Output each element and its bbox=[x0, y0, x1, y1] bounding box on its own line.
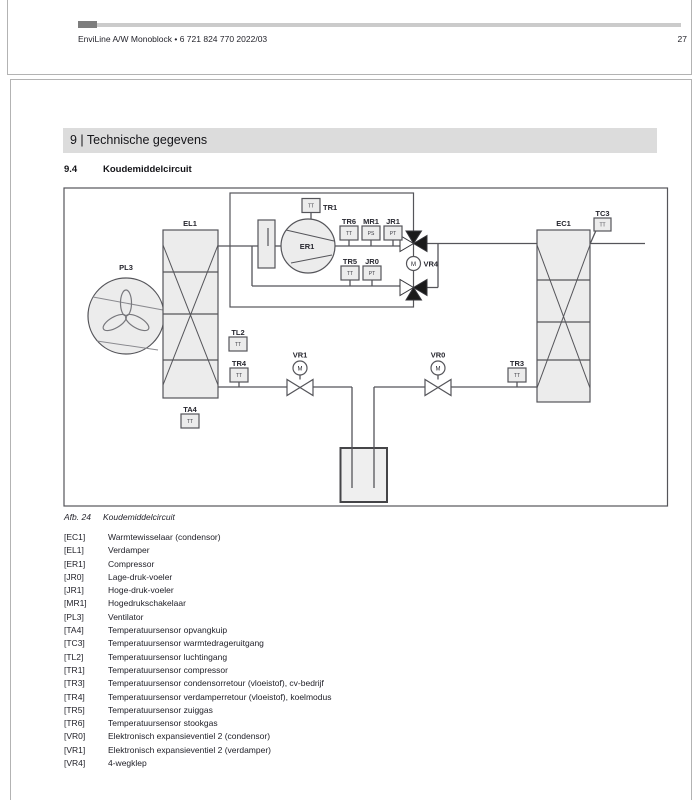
label-tr1: TR1 bbox=[323, 203, 338, 212]
legend-code: [MR1] bbox=[64, 598, 87, 609]
svg-text:PT: PT bbox=[368, 271, 376, 277]
sensor-jr0 bbox=[363, 257, 381, 280]
legend-row bbox=[64, 624, 624, 637]
section-banner: 9 | Technische gegevens bbox=[63, 128, 657, 153]
label-pl3: PL3 bbox=[119, 263, 133, 272]
legend-desc: Temperatuursensor stookgas bbox=[108, 718, 218, 729]
label-vr1: VR1 bbox=[292, 350, 308, 360]
label-tr4: TR4 bbox=[231, 359, 247, 368]
legend-code: [EL1] bbox=[64, 545, 84, 556]
svg-text:TT: TT bbox=[599, 222, 606, 229]
subsection-number: 9.4 bbox=[64, 164, 78, 175]
vr0-motor-icon: M bbox=[435, 366, 441, 373]
legend-row bbox=[64, 597, 624, 610]
figure-caption bbox=[64, 512, 175, 522]
legend-desc: Elektronisch expansieventiel 2 (condensor) bbox=[108, 731, 271, 742]
legend-desc: Temperatuursensor condensorretour (vloeistof), cv-bedrijf bbox=[108, 678, 324, 689]
vr4-motor-icon: M bbox=[411, 262, 416, 268]
figure-number: Afb. 24 bbox=[64, 512, 91, 522]
legend-code: [PL3] bbox=[64, 611, 84, 622]
legend-row bbox=[64, 730, 624, 743]
legend-code: [TR1] bbox=[64, 664, 85, 675]
legend-row bbox=[64, 558, 624, 571]
svg-text:TT: TT bbox=[186, 419, 194, 425]
legend-code: [JR1] bbox=[64, 585, 84, 596]
svg-text:TT: TT bbox=[513, 373, 521, 379]
legend-row bbox=[64, 664, 624, 677]
legend-row bbox=[64, 677, 624, 690]
legend-desc: Hoge-druk-voeler bbox=[108, 585, 174, 596]
legend-list bbox=[64, 531, 624, 770]
legend-row bbox=[64, 544, 624, 557]
legend-desc: 4-wegklep bbox=[108, 758, 147, 769]
legend-code: [TL2] bbox=[64, 651, 84, 662]
legend-code: [TR4] bbox=[64, 691, 85, 702]
label-er1: ER1 bbox=[299, 242, 315, 251]
sensor-tr3 bbox=[508, 359, 526, 382]
legend-code: [VR0] bbox=[64, 731, 86, 742]
legend-desc: Temperatuursensor luchtingang bbox=[108, 651, 228, 662]
svg-text:TT: TT bbox=[234, 342, 242, 348]
legend-desc: Verdamper bbox=[108, 545, 150, 556]
legend-code: [EC1] bbox=[64, 532, 86, 542]
label-el1: EL1 bbox=[183, 219, 197, 228]
legend-row bbox=[64, 704, 624, 717]
sensor-ta4 bbox=[181, 405, 199, 428]
legend-desc: Temperatuursensor warmtedrageruitgang bbox=[108, 638, 264, 649]
label-tl2: TL2 bbox=[231, 328, 245, 337]
legend-desc: Ventilator bbox=[108, 611, 144, 622]
sensor-jr1 bbox=[384, 217, 402, 240]
label-jr0: JR0 bbox=[365, 257, 379, 266]
figure-title: Koudemiddelcircuit bbox=[103, 512, 175, 522]
legend-row bbox=[64, 717, 624, 730]
legend-row bbox=[64, 531, 624, 544]
svg-text:PT: PT bbox=[389, 231, 397, 237]
svg-text:TT: TT bbox=[346, 271, 354, 277]
legend-row bbox=[64, 744, 624, 757]
legend-desc: Compressor bbox=[108, 558, 155, 569]
legend-code: [TR5] bbox=[64, 704, 85, 715]
legend-code: [TC3] bbox=[64, 638, 85, 649]
sensor-tc3 bbox=[594, 209, 611, 231]
legend-desc: Temperatuursensor zuiggas bbox=[108, 704, 213, 715]
label-tr5: TR5 bbox=[342, 257, 358, 266]
legend-code: [VR1] bbox=[64, 744, 86, 755]
legend-desc: Elektronisch expansieventiel 2 (verdamper) bbox=[108, 744, 271, 755]
svg-text:TT: TT bbox=[345, 231, 353, 237]
legend-desc: Temperatuursensor compressor bbox=[108, 664, 228, 675]
receiver-tank bbox=[341, 448, 388, 502]
suction-accumulator bbox=[258, 220, 275, 268]
label-jr1: JR1 bbox=[386, 217, 400, 226]
legend-desc: Hogedrukschakelaar bbox=[108, 598, 186, 609]
legend-code: [TR3] bbox=[64, 678, 85, 689]
label-vr0: VR0 bbox=[430, 350, 446, 360]
sensor-tr4 bbox=[230, 359, 248, 382]
svg-text:PS: PS bbox=[367, 231, 375, 237]
document-reference: EnviLine A/W Monoblock • 6 721 824 770 2022/03 bbox=[78, 34, 268, 44]
legend-row bbox=[64, 757, 624, 770]
legend-row bbox=[64, 691, 624, 704]
legend-desc: Lage-druk-voeler bbox=[108, 571, 173, 582]
legend-row bbox=[64, 637, 624, 650]
sensor-tl2 bbox=[229, 328, 247, 351]
legend-desc: Warmtewisselaar (condensor) bbox=[108, 532, 221, 542]
sensor-mr1 bbox=[362, 217, 380, 240]
label-tr6: TR6 bbox=[341, 217, 357, 226]
label-ta4: TA4 bbox=[183, 405, 197, 414]
legend-code: [TA4] bbox=[64, 625, 84, 636]
legend-row bbox=[64, 584, 624, 597]
legend-code: [TR6] bbox=[64, 718, 85, 729]
sensor-tr5 bbox=[341, 257, 359, 280]
legend-code: [ER1] bbox=[64, 558, 86, 569]
legend-row bbox=[64, 651, 624, 664]
compressor-er1 bbox=[281, 219, 335, 273]
label-tr3: TR3 bbox=[509, 359, 525, 368]
sensor-tr6 bbox=[340, 217, 358, 240]
legend-row bbox=[64, 571, 624, 584]
evaporator-el1 bbox=[163, 230, 218, 398]
svg-text:TT: TT bbox=[235, 373, 243, 379]
legend-code: [VR4] bbox=[64, 758, 86, 769]
legend-code: [JR0] bbox=[64, 571, 84, 582]
label-ec1: EC1 bbox=[556, 219, 571, 228]
page-number: 27 bbox=[677, 34, 687, 44]
legend-row bbox=[64, 611, 624, 624]
legend-desc: Temperatuursensor verdamperretour (vloeistof), koelmodus bbox=[108, 691, 332, 702]
label-tc3: TC3 bbox=[595, 209, 610, 218]
label-mr1: MR1 bbox=[363, 217, 379, 226]
svg-text:TT: TT bbox=[307, 203, 315, 210]
vr1-motor-icon: M bbox=[297, 366, 303, 373]
condenser-ec1 bbox=[537, 230, 590, 402]
legend-desc: Temperatuursensor opvangkuip bbox=[108, 625, 228, 636]
label-vr4: VR4 bbox=[423, 259, 439, 269]
subsection-title: Koudemiddelcircuit bbox=[103, 164, 192, 175]
